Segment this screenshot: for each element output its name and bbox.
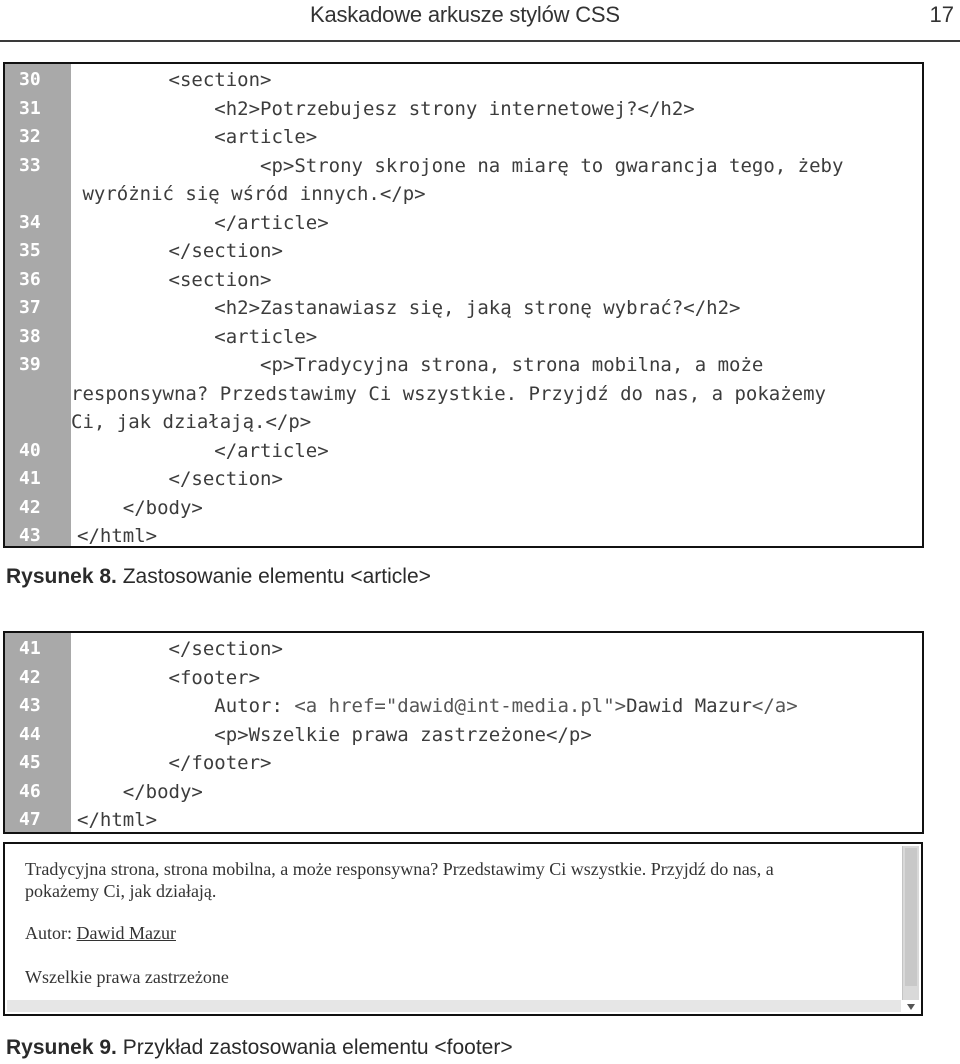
code-text [77, 95, 695, 124]
figure-8-code-listing [3, 62, 924, 548]
render-author-label: Autor: [25, 923, 77, 943]
code-text-main: </body> [77, 496, 203, 519]
scrollbar-thumb[interactable] [905, 848, 917, 986]
code-text-main: </section> [77, 638, 283, 660]
line-number: 37 [19, 297, 41, 318]
running-title: Kaskadowe arkusze stylów CSS [310, 2, 620, 27]
code-text-link-text: Dawid Mazur [626, 695, 752, 717]
code-line [5, 778, 922, 807]
code-text-main: <p>Wszelkie prawa zastrzeżone</p> [77, 723, 592, 746]
code-text-main: <h2>Zastanawiasz się, jaką stronę wybrać?</h2> [77, 297, 741, 319]
figure-8-caption-text: Zastosowanie elementu <article> [116, 565, 431, 588]
vertical-scrollbar[interactable] [902, 846, 919, 1000]
code-text [77, 635, 283, 664]
line-number: 35 [19, 240, 41, 261]
figure-9-code-listing [3, 631, 924, 834]
code-line [5, 180, 922, 209]
code-line [5, 635, 922, 664]
code-line [5, 522, 922, 548]
line-number: 36 [19, 268, 41, 290]
code-line [5, 266, 922, 295]
code-text-main: <p>Strony skrojone na miarę to gwarancja tego, żeby [77, 154, 844, 177]
line-number: 42 [19, 496, 41, 518]
line-number: 42 [19, 666, 41, 688]
code-line [5, 95, 922, 124]
code-text [77, 437, 329, 466]
line-number: 46 [19, 780, 41, 802]
code-line [5, 66, 922, 95]
figure-9-caption-label: Rysunek 9. [6, 1036, 117, 1059]
code-text-main: </article> [77, 211, 329, 234]
code-text [77, 692, 798, 721]
code-line [5, 152, 922, 181]
figure-8-caption [6, 565, 431, 589]
author-link[interactable]: Dawid Mazur [76, 923, 176, 943]
line-number: 39 [19, 354, 41, 375]
scroll-down-arrow-icon[interactable] [907, 1004, 915, 1010]
code-text [77, 66, 271, 95]
line-number: 38 [19, 325, 41, 347]
code-text-tag: </a> [751, 695, 798, 717]
code-text-main: Autor: [77, 695, 295, 717]
code-line [5, 237, 922, 266]
code-text-main: <p>Tradycyjna strona, strona mobilna, a może [77, 354, 764, 376]
code-text [77, 351, 763, 380]
page-number: 17 [929, 2, 954, 27]
code-text [77, 209, 329, 238]
line-number: 33 [19, 154, 41, 176]
code-text-main: <article> [77, 325, 318, 348]
code-text [77, 749, 271, 778]
code-line [5, 749, 922, 778]
line-number: 44 [19, 723, 41, 745]
line-number: 43 [19, 525, 41, 546]
render-paragraph-line-2: pokażemy Ci, jak działają. [25, 881, 217, 901]
code-line [5, 380, 922, 409]
code-text [77, 152, 843, 181]
code-text [71, 408, 311, 437]
code-text-main: </section> [77, 240, 283, 262]
line-number: 41 [19, 638, 41, 659]
render-content [13, 848, 897, 1000]
code-text-main: <h2>Potrzebujesz strony internetowej?</h2> [77, 97, 695, 120]
code-line [5, 123, 922, 152]
code-line [5, 437, 922, 466]
line-number: 32 [19, 126, 41, 147]
code-text [77, 721, 592, 750]
code-line [5, 351, 922, 380]
code-text-main: </body> [77, 780, 203, 803]
line-number: 47 [19, 809, 41, 830]
code-line [5, 408, 922, 437]
code-text-main: Ci, jak działają.</p> [71, 411, 312, 433]
render-paragraph-line-1: Tradycyjna strona, strona mobilna, a może responsywna? Przedstawimy Ci wszystkie. Przyjdź do nas, a [25, 859, 774, 879]
code-line [5, 692, 922, 721]
code-text [77, 323, 317, 352]
line-number: 40 [19, 439, 41, 461]
code-text-main: <section> [77, 268, 272, 291]
code-text-tag: <a href="dawid@int-media.pl"> [294, 695, 627, 717]
code-text-main: </html> [77, 809, 158, 831]
code-text-main: <section> [77, 69, 272, 91]
page-header [0, 0, 960, 42]
render-rights: Wszelkie prawa zastrzeżone [25, 967, 229, 987]
line-number: 34 [19, 211, 41, 233]
code-text [77, 266, 271, 295]
code-text [71, 180, 426, 209]
code-text [77, 806, 157, 834]
line-number: 31 [19, 97, 41, 119]
code-line [5, 721, 922, 750]
code-text-main: </footer> [77, 752, 272, 774]
figure-9-caption [6, 1036, 513, 1060]
render-author [25, 922, 176, 944]
code-line [5, 209, 922, 238]
code-text-main: responsywna? Przedstawimy Ci wszystkie. Przyjdź do nas, a pokażemy [71, 382, 826, 405]
line-number: 45 [19, 752, 41, 773]
code-line [5, 806, 922, 834]
figure-8-caption-label: Rysunek 8. [6, 565, 117, 588]
figure-9-caption-text: Przykład zastosowania elementu <footer> [116, 1036, 513, 1059]
horizontal-scrollbar[interactable] [7, 1000, 901, 1012]
code-text [77, 294, 740, 323]
code-text [77, 664, 260, 693]
line-number: 43 [19, 695, 41, 716]
code-line [5, 294, 922, 323]
code-text [77, 494, 203, 523]
code-text [77, 237, 283, 266]
render-paragraph [25, 858, 774, 902]
line-number: 30 [19, 69, 41, 90]
code-text [77, 522, 157, 548]
code-text-main: </article> [77, 439, 329, 462]
code-line [5, 465, 922, 494]
code-text [77, 123, 317, 152]
code-text [77, 465, 283, 494]
code-text [71, 380, 826, 409]
code-text-main: <footer> [77, 666, 261, 689]
code-text-main: </html> [77, 525, 158, 547]
code-line [5, 494, 922, 523]
code-line [5, 323, 922, 352]
code-text [77, 778, 203, 807]
code-text-main: </section> [77, 468, 283, 490]
code-line [5, 664, 922, 693]
line-number: 41 [19, 468, 41, 489]
code-text-main: <article> [77, 126, 318, 148]
browser-render-preview [3, 842, 923, 1016]
code-text-main: wyróżnić się wśród innych.</p> [71, 183, 426, 205]
